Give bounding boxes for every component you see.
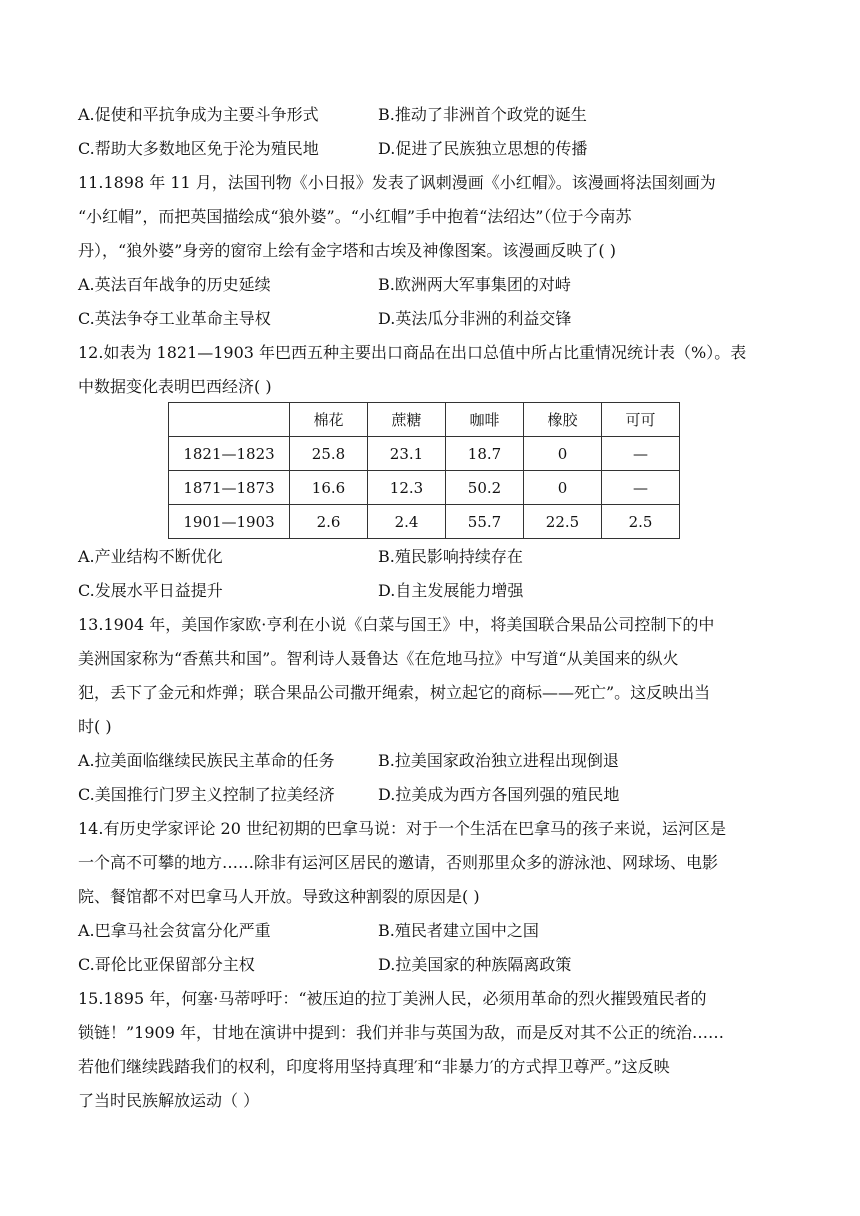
q14-option-c: C.哥伦比亚保留部分主权 [78, 955, 255, 974]
q10-option-c: C.帮助大多数地区免于沦为殖民地 [78, 139, 319, 158]
q13-option-a: A.拉美面临继续民族民主革命的任务 [78, 751, 335, 770]
table-row [169, 437, 680, 471]
table-cell: 2.4 [368, 505, 446, 539]
q11-stem-line-3: 丹），“狼外婆”身旁的窗帘上绘有金字塔和古埃及神像图案。该漫画反映了( ) [78, 241, 616, 260]
table-cell: 2.5 [602, 505, 680, 539]
table-cell: 1821—1823 [169, 437, 290, 471]
table-cell: 12.3 [368, 471, 446, 505]
q10-option-a: A.促使和平抗争成为主要斗争形式 [78, 105, 319, 124]
q13-stem-line-1: 13.1904 年，美国作家欧·亨利在小说《白菜与国王》中，将美国联合果品公司控制下的中 [78, 615, 715, 634]
q10-option-d: D.促进了民族独立思想的传播 [378, 139, 588, 158]
q13-option-b: B.拉美国家政治独立进程出现倒退 [378, 751, 619, 770]
q13-option-c: C.美国推行门罗主义控制了拉美经济 [78, 785, 335, 804]
table-header-cell: 咖啡 [446, 403, 524, 437]
table-header-cell: 橡胶 [524, 403, 602, 437]
table-cell: 1871—1873 [169, 471, 290, 505]
q11-option-d: D.英法瓜分非洲的利益交锋 [378, 309, 572, 328]
q11-stem-line-1: 11.1898 年 11 月，法国刊物《小日报》发表了讽刺漫画《小红帽》。该漫画将法国刻画为 [78, 173, 716, 192]
q11-option-a: A.英法百年战争的历史延续 [78, 275, 271, 294]
q12-stem-line-1: 12.如表为 1821—1903 年巴西五种主要出口商品在出口总值中所占比重情况统计表（%）。表 [78, 343, 747, 362]
q12-stem-line-2: 中数据变化表明巴西经济( ) [78, 377, 272, 396]
table-header-cell [169, 403, 290, 437]
q13-option-d: D.拉美成为西方各国列强的殖民地 [378, 785, 620, 804]
table-cell: 50.2 [446, 471, 524, 505]
table-cell: 2.6 [290, 505, 368, 539]
table-cell: 0 [524, 437, 602, 471]
table-cell: — [602, 471, 680, 505]
q12-option-c: C.发展水平日益提升 [78, 581, 223, 600]
q11-option-c: C.英法争夺工业革命主导权 [78, 309, 271, 328]
q12-option-a: A.产业结构不断优化 [78, 547, 223, 566]
q10-option-b: B.推动了非洲首个政党的诞生 [378, 105, 587, 124]
q15-stem-line-3: 若他们继续践踏我们的权利，印度将用坚持真理′和“非暴力′的方式捍卫尊严。”这反映 [78, 1057, 670, 1076]
q15-stem-line-1: 15.1895 年，何塞·马蒂呼吁：“被压迫的拉丁美洲人民，必须用革命的烈火摧毁殖民者的 [78, 989, 707, 1008]
table-header-cell: 可可 [602, 403, 680, 437]
table-row [169, 505, 680, 539]
q14-option-d: D.拉美国家的种族隔离政策 [378, 955, 572, 974]
table-cell: 25.8 [290, 437, 368, 471]
q15-stem-line-2: 锁链！”1909 年，甘地在演讲中提到：我们并非与英国为敌，而是反对其不公正的统治…… [78, 1023, 724, 1042]
q14-option-a: A.巴拿马社会贫富分化严重 [78, 921, 271, 940]
table-cell: — [602, 437, 680, 471]
q13-stem-line-4: 时( ) [78, 717, 112, 736]
q14-stem-line-1: 14.有历史学家评论 20 世纪初期的巴拿马说：对于一个生活在巴拿马的孩子来说，运河区是 [78, 819, 726, 838]
export-share-table [168, 402, 680, 539]
table-header-row [169, 403, 680, 437]
table-cell: 55.7 [446, 505, 524, 539]
q14-stem-line-2: 一个高不可攀的地方……除非有运河区居民的邀请，否则那里众多的游泳池、网球场、电影 [78, 853, 719, 872]
table-cell: 16.6 [290, 471, 368, 505]
q15-stem-line-4: 了当时民族解放运动（ ） [78, 1091, 260, 1110]
table-row [169, 471, 680, 505]
table-header-cell: 蔗糖 [368, 403, 446, 437]
q14-option-b: B.殖民者建立国中之国 [378, 921, 539, 940]
table-cell: 0 [524, 471, 602, 505]
q13-stem-line-3: 犯，丢下了金元和炸弹；联合果品公司撒开绳索，树立起它的商标——死亡”。这反映出当 [78, 683, 711, 702]
q14-stem-line-3: 院、餐馆都不对巴拿马人开放。导致这种割裂的原因是( ) [78, 887, 480, 906]
table-header-cell: 棉花 [290, 403, 368, 437]
table-cell: 18.7 [446, 437, 524, 471]
q11-option-b: B.欧洲两大军事集团的对峙 [378, 275, 571, 294]
table-cell: 22.5 [524, 505, 602, 539]
table-cell: 1901—1903 [169, 505, 290, 539]
q11-stem-line-2: “小红帽”，而把英国描绘成“狼外婆”。“小红帽”手中抱着“法绍达”（位于今南苏 [78, 207, 632, 226]
q13-stem-line-2: 美洲国家称为“香蕉共和国”。智利诗人聂鲁达《在危地马拉》中写道“从美国来的纵火 [78, 649, 679, 668]
q12-option-d: D.自主发展能力增强 [378, 581, 524, 600]
table-cell: 23.1 [368, 437, 446, 471]
q12-option-b: B.殖民影响持续存在 [378, 547, 523, 566]
